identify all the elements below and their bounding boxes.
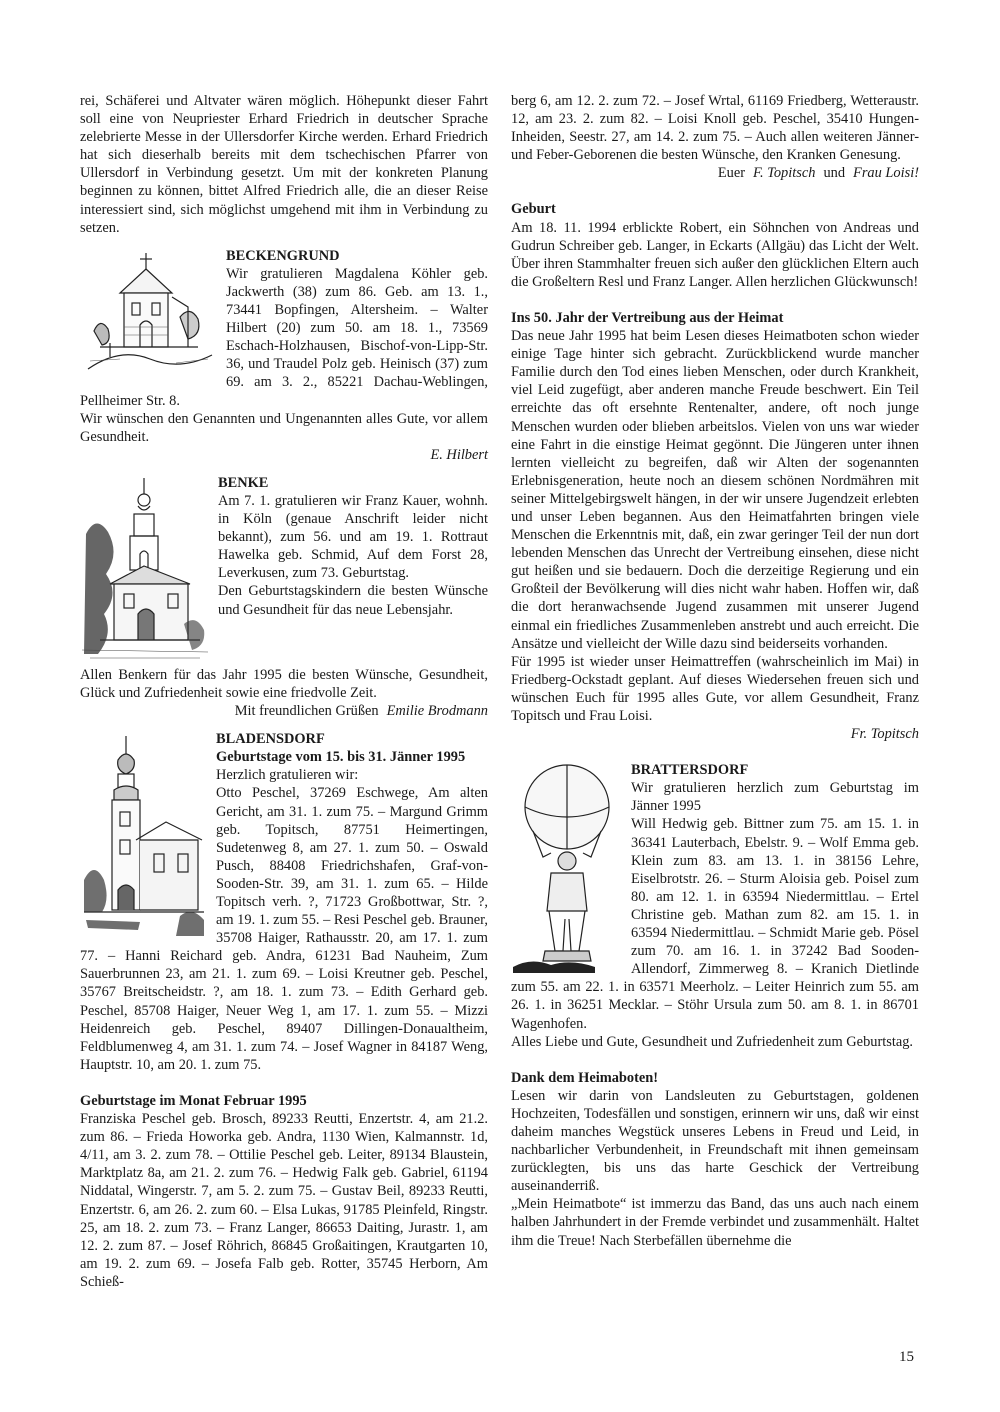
right-column xyxy=(511,92,919,1250)
bladensdorf-text: Otto Peschel, 37269 Eschwege, Am alten Gericht, am 31. 1. zum 75. – Margund Grimm geb. Topitsch, 87751 Heimertingen, Sudetenweg 8, am 27. 1. zum 50. – Oswald Pusch, 88408 Friedrichshafen, Graf-von-Sooden-Str. 39, am 31. 1. zum 65. – Hilde Topitsch verh. ?, 71723 Großbottwar, Str. ?, am 19. 1. zum 55. – Resi Peschel geb. Brauner, 35708 Haiger, Rathausstr. 20, am 17. 1. zum 77. – Hanni Reichard geb. Andra, 61231 Bad Nauheim, Zum Sauerbrunnen 23, am 21. 1. zum 69. – Loisi Kreutner geb. Peschel, 35767 Breitscheidstr. ?, am 18. 1. zum 73. – Edith Gerhard geb. Peschel, 85708 Haiger, Neuer Weg 1, am 17. 1. zum 55. – Mizzi Heidenreich geb. Peschel, 89407 Dillingen-Donaualtheim, Feldblumenweg 4, am 31. 1. zum 74. – Josef Wagner in 84187 Weng, Hauptstr. 10, am 20. 1. zum 75. xyxy=(80,785,488,1073)
benke-title: BENKE xyxy=(218,474,269,491)
atlas-statue-drawing xyxy=(511,761,623,975)
left-column xyxy=(80,92,488,1291)
benke-section xyxy=(80,474,488,720)
bladensdorf-section xyxy=(80,730,488,1074)
intro-paragraph: rei, Schäferei und Altvater wären möglich. Höhepunkt dieser Fahrt soll eine von Neupriester Erhard Friedrich in deutscher Sprache zelebrierte Messe in der Ullersdorfer Kirche werden. Erhard Friedrich hat sich dieserhalb bereits mit dem tschechischen Pfarrer von Ullersdorf in Verbindung gesetzt. Um mit der konkreten Planung beginnen zu können, bittet Alfred Friedrich alle, die an dieser Reise interessiert sind, sich möglichst umgehend mit ihm in Verbindung zu setzen. xyxy=(80,93,488,236)
brattersdorf-section xyxy=(511,761,919,1051)
beckengrund-wish: Wir wünschen den Genannten und Ungenannten alles Gute, vor allem Gesundheit. xyxy=(80,410,488,445)
intro-sign-and: und xyxy=(823,165,846,182)
church-drawing-bladensdorf xyxy=(80,730,208,940)
birth-title: Geburt xyxy=(511,201,556,218)
brattersdorf-text: Will Hedwig geb. Bittner zum 75. am 15. 1. in 36341 Lauterbach, Ebelstr. 9. – Wolf Emma geb. Klein zum 83. am 13. 1. in 38156 Lehre, Eiselbrotstr. 26. – Sturm Aloisia geb. Poisel zum 80. am 12. 1. in 63594 Niedermittlau. – Ertel Christine geb. Mathan zum 82. am 15. 1. in 63594 Niedermittlau. – Schmidt Marie geb. Pösel zum 70. am 16. 1. in 37242 Bad Sooden-Allendorf, Zimmerweg 8. – Kranich Dietlinde zum 55. am 22. 1. in 63571 Meerholz. – Leiter Heinrich zum 55. am 26. 1. in 36251 Mecklar. – Stöhr Ursula zum 50. am 8. 1. in 86701 Wagenhofen. xyxy=(511,816,919,1032)
bladensdorf-title: BLADENSDORF xyxy=(216,731,325,748)
intro-sign-2: Frau Loisi! xyxy=(853,165,919,182)
birth-text: Am 18. 11. 1994 erblickte Robert, ein Söhnchen von Andreas und Gudrun Schreiber geb. Langer, in Eckarts (Allgäu) das Licht der Welt. Über ihren Stammhalter freuen sich außer den glücklichen Eltern auch die Großeltern Resl und Franz Langer. Allen herzlichen Glückwunsch! xyxy=(511,219,919,290)
bladensdorf-lead: Herzlich gratulieren wir: xyxy=(216,767,359,784)
february-text: Franziska Peschel geb. Brosch, 89233 Reutti, Enzertstr. 4, am 21.2. zum 86. – Frieda Howorka geb. Andra, 1130 Wien, Kalmannstr. 1d, 4/11, am 3. 2. zum 78. – Ottilie Peschel geb. Leiter, 89134 Blaustein, Marktplatz 8a, am 21. 2. zum 76. – Hedwig Falk geb. Gabriel, 61194 Niddatal, Wingerstr. 7, am 5. 2. zum 75. – Gustav Beil, 89233 Reutti, Enzertstr. 6, am 26. 2. zum 60. – Elsa Lukas, 91785 Pleinfeld, Ringstr. 25, am 18. 2. zum 73. – Franz Langer, 86653 Daiting, Jurastr. 1, am 12. 2. zum 87. – Josef Röhrich, 86845 Großaitingen, Krautgarten 10, am 19. 2. zum 69. – Josefa Falb geb. Rotter, 35745 Herborn, Am Schieß- xyxy=(80,1111,488,1290)
right-intro: berg 6, am 12. 2. zum 72. – Josef Wrtal, 61169 Friedberg, Wetteraustr. 12, am 23. 2. zum 82. – Loisi Knoll geb. Peschel, 35410 Hungen-Inheiden, Seestr. 27, am 14. 2. zum 75. – Auch allen weiteren Jänner- und Feber-Geborenen die besten Wünsche, den Kranken Genesung. xyxy=(511,93,919,164)
beckengrund-signature: E. Hilbert xyxy=(430,446,488,463)
thanks-title: Dank dem Heimaboten! xyxy=(511,1069,659,1086)
year50-p2: Für 1995 ist wieder unser Heimattreffen (wahrscheinlich im Mai) in Friedberg-Ockstadt geplant. Auf dieses Wiedersehen freuen sich und wünschen Euch für 1995 alles Gute, vor allem Gesundheit, Franz Topitsch und Frau Loisi. xyxy=(511,653,919,724)
brattersdorf-lead: Wir gratulieren herzlich zum Geburtstag im Jänner 1995 xyxy=(631,780,919,815)
thanks-p1: Lesen wir darin von Landsleuten zu Geburtstagen, goldenen Hochzeiten, Todesfällen und sonstigen, erinnern wir uns, daß wir einst daheim manches Wegstück unseres Lebens in Freud und Leid, in nachbarlicher Verbundenheit, in Freundschaft mit ihnen gemeinsam zurücklegten, bis uns das harte Geschick der Vertreibung auseinanderriß. xyxy=(511,1087,919,1195)
intro-sign-prefix: Euer xyxy=(717,165,746,182)
intro-sign-1: F. Topitsch xyxy=(753,165,816,182)
thanks-p2: „Mein Heimatbote“ ist immerzu das Band, das uns auch nach einem halben Jahrhundert in der Fremde verbindet und zusammenhält. Haltet ihm die Treue! Nach Sterbefällen übernehme die xyxy=(511,1196,919,1249)
church-drawing-benke xyxy=(80,474,210,664)
year50-signature: Fr. Topitsch xyxy=(850,726,919,743)
benke-text: Am 7. 1. gratulieren wir Franz Kauer, wohnh. in Köln (genaue Anschrift leider nicht bekannt), zum 56. und am 19. 1. Rottraut Hawelka geb. Schmid, Auf dem Forst 28, Leverkusen, zum 73. Geburtstag. xyxy=(218,492,488,582)
beckengrund-title: BECKENGRUND xyxy=(226,247,340,264)
benke-signature: Emilie Brodmann xyxy=(386,703,488,720)
beckengrund-section xyxy=(80,247,488,464)
benke-closing: Allen Benkern für das Jahr 1995 die besten Wünsche, Gesundheit, Glück und Zufriedenheit sowie eine friedvolle Zeit. xyxy=(80,666,488,701)
brattersdorf-title: BRATTERSDORF xyxy=(631,762,749,779)
brattersdorf-wish: Alles Liebe und Gute, Gesundheit und Zufriedenheit zum Geburtstag. xyxy=(511,1033,914,1050)
page-number: 15 xyxy=(899,1349,914,1365)
benke-wish: Den Geburtstagskindern die besten Wünsche und Gesundheit für das neue Lebensjahr. xyxy=(218,583,488,618)
benke-greeting: Mit freundlichen Grüßen xyxy=(234,703,379,720)
church-drawing-beckengrund xyxy=(80,247,218,377)
bladensdorf-subtitle: Geburtstage vom 15. bis 31. Jänner 1995 xyxy=(216,749,466,766)
beckengrund-text: Wir gratulieren Magdalena Köhler geb. Jackwerth (38) zum 86. Geb. am 13. 1., 73441 Bopfingen, Altersheim. – Walter Hilbert (20) zum 50. am 18. 1., 73569 Eschach-Holzhausen, Bischof-von-Lipp-Str. 36, und Traudel Polz geb. Heinisch (37) zum 69. am 3. 2., 85221 Dachau-Weblingen, Pellheimer Str. 8. xyxy=(80,265,488,409)
year50-title: Ins 50. Jahr der Vertreibung aus der Heimat xyxy=(511,309,784,326)
february-title: Geburtstage im Monat Februar 1995 xyxy=(80,1092,307,1109)
year50-p1: Das neue Jahr 1995 hat beim Lesen dieses Heimatboten schon wieder einige Tage hinter sich gebracht. Zurückblickend wurde mancher Familie durch den Tod eines lieben Menschen, oder durch Krankheit, viel Leid zugefügt, aber anderen manche Freude beschwert. Ein Teil erreichte das oft ersehnte Rentenalter, andere, oft noch junge Menschen wurden oder blieben arbeitslos. Vielen von uns war wieder eine Fahrt in die einstige Heimat gegönnt. Die Jüngeren unter ihnen lernten vielleicht zu begreifen, daß wir Alten der sogenannten Erlebnisgeneration, heute noch an diesem schönen Nordmähren mit seiner Mittelgebirgswelt hängen, in der wir unsere Jugendzeit erlebten und unser Leben begannen. Aus den Heimatfahrten bringen viele Menschen die Erkenntnis mit, daß, ein zwar geringer Teil der nun dort lebenden Menschen das Unrecht der Vertreibung einsehen, diese nicht gut heißen und sie bedauern. Doch die derzeitige Regierung und ein Großteil der Bevölkerung will dies nicht wahr haben. Hoffen wir, daß die dort heranwachsende Jugend zusammen mit unserer Jugend einmal ein friedliches Zusammenleben anstrebt und auch erreicht. Die Ansätze und vielleicht der Wille dazu sind beiderseits vorhanden. xyxy=(511,328,919,652)
